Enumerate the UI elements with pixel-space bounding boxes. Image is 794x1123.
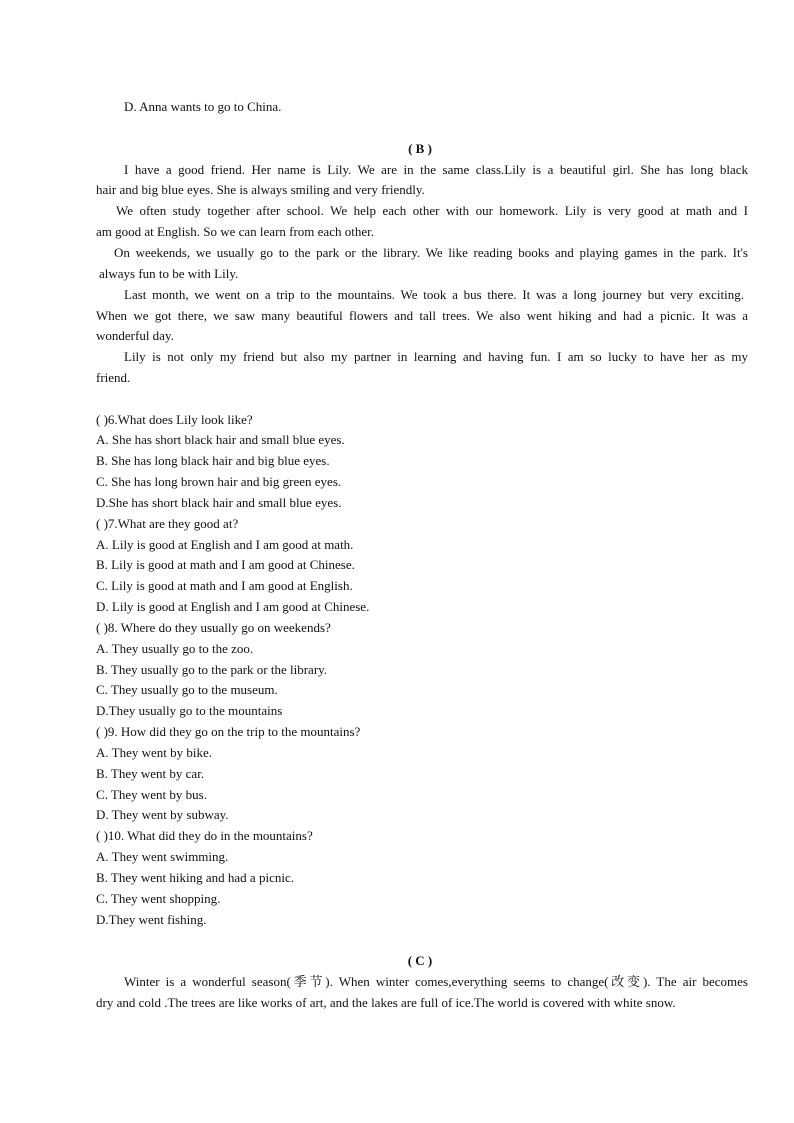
answer-option: B. They went by car. <box>96 766 205 781</box>
passage-line: On weekends, we usually go to the park or the library. We like reading books and playing games in the park. It's <box>114 245 748 260</box>
passage-line: I have a good friend. Her name is Lily. We are in the same class.Lily is a beautiful girl. She has long black <box>124 162 748 177</box>
passage-line: hair and big blue eyes. She is always smiling and very friendly. <box>96 182 425 197</box>
answer-option: D.They usually go to the mountains <box>96 703 283 718</box>
passage-line: When we got there, we saw many beautiful flowers and tall trees. We also went hiking and had a picnic. It was a <box>96 308 748 323</box>
answer-option: C. They went by bus. <box>96 787 207 802</box>
answer-option: A. She has short black hair and small blue eyes. <box>96 432 345 447</box>
answer-option: A. They went swimming. <box>96 849 229 864</box>
answer-option: C. They went shopping. <box>96 891 221 906</box>
answer-option: B. She has long black hair and big blue eyes. <box>96 453 330 468</box>
passage-line: Lily is not only my friend but also my partner in learning and having fun. I am so lucky to have her as my <box>124 349 748 364</box>
answer-option: B. They usually go to the park or the library. <box>96 662 328 677</box>
answer-option: B. Lily is good at math and I am good at Chinese. <box>96 557 355 572</box>
passage-line: Last month, we went on a trip to the mountains. We took a bus there. It was a long journey but very exciting. <box>124 287 744 302</box>
answer-option: C. Lily is good at math and I am good at English. <box>96 578 353 593</box>
question-stem: ( )6.What does Lily look like? <box>96 412 253 427</box>
passage-line: always fun to be with Lily. <box>99 266 239 281</box>
question-stem: ( )7.What are they good at? <box>96 516 239 531</box>
section-b-heading: ( B ) <box>408 141 432 156</box>
answer-option: A. Lily is good at English and I am good at math. <box>96 537 354 552</box>
previous-option-d: D. Anna wants to go to China. <box>124 99 282 114</box>
answer-option: B. They went hiking and had a picnic. <box>96 870 294 885</box>
answer-option: A. They usually go to the zoo. <box>96 641 254 656</box>
answer-option: A. They went by bike. <box>96 745 213 760</box>
section-c-heading: ( C ) <box>407 953 433 968</box>
passage-line: am good at English. So we can learn from each other. <box>96 224 374 239</box>
passage-line: dry and cold .The trees are like works of art, and the lakes are full of ice.The world is covered with white snow. <box>96 995 676 1010</box>
question-stem: ( )9. How did they go on the trip to the mountains? <box>96 724 361 739</box>
question-stem: ( )8. Where do they usually go on weekends? <box>96 620 331 635</box>
answer-option: D.They went fishing. <box>96 912 207 927</box>
passage-line: wonderful day. <box>96 328 174 343</box>
answer-option: D. They went by subway. <box>96 807 229 822</box>
answer-option: D. Lily is good at English and I am good at Chinese. <box>96 599 370 614</box>
passage-line: We often study together after school. We help each other with our homework. Lily is very good at math and I <box>116 203 748 218</box>
answer-option: C. They usually go to the museum. <box>96 682 278 697</box>
answer-option: D.She has short black hair and small blue eyes. <box>96 495 342 510</box>
passage-line: friend. <box>96 370 131 385</box>
question-stem: ( )10. What did they do in the mountains? <box>96 828 313 843</box>
answer-option: C. She has long brown hair and big green eyes. <box>96 474 342 489</box>
passage-line: Winter is a wonderful season(季节). When winter comes,everything seems to change(改变). The air becomes <box>124 974 748 989</box>
